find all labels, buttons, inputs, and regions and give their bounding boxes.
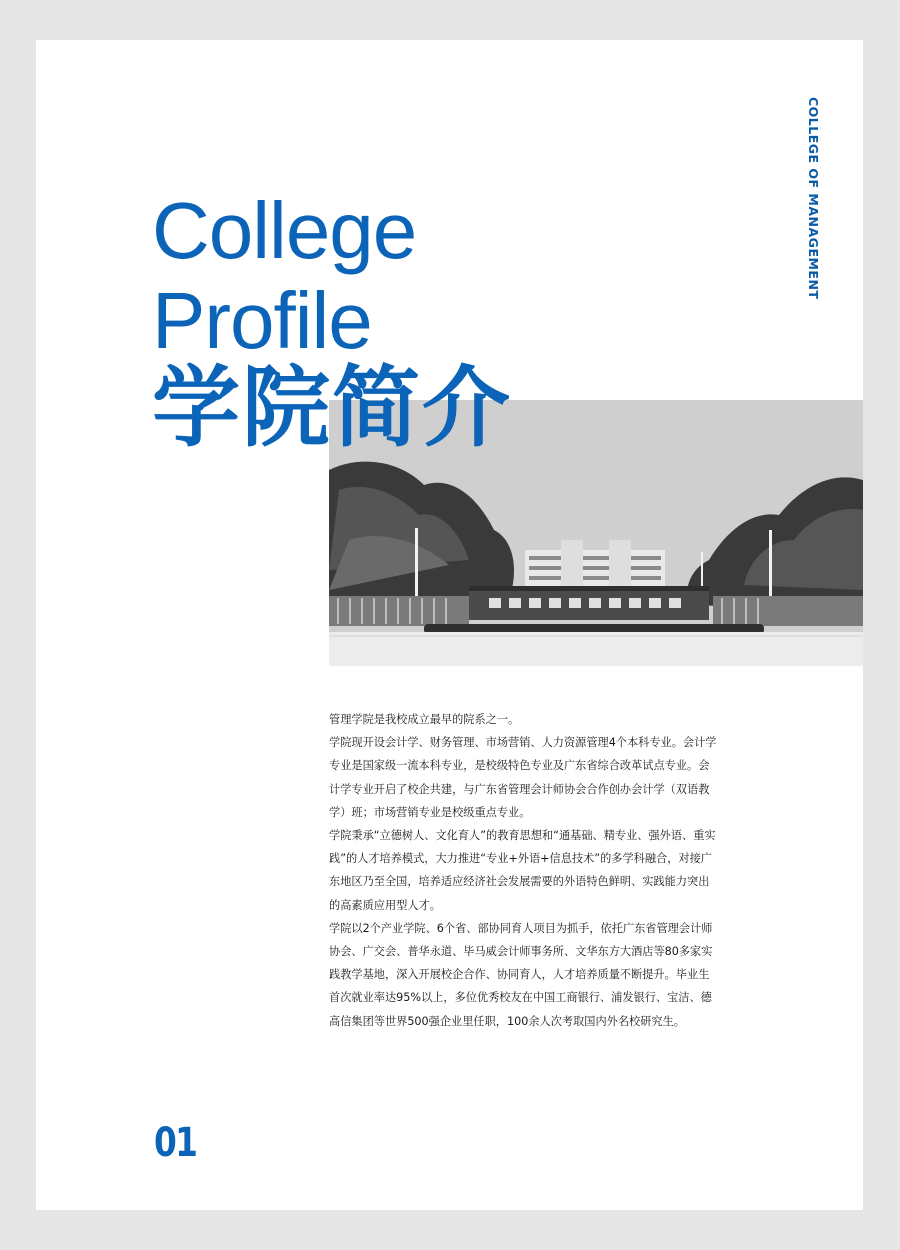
page-sheet xyxy=(36,40,863,1210)
vertical-side-label xyxy=(805,97,821,300)
side-label-text: COLLEGE OF MANAGEMENT xyxy=(806,97,821,300)
description-paragraph-4: 学院以2个产业学院、6个省、部协同育人项目为抓手，依托广东省管理会计师协会、广交会、普华永道、毕马威会计师事务所、文华东方大酒店等80多家实践教学基地，深入开展校企合作、协同育人，人才培养质量不断提升。毕业生首次就业率达95%以上，多位优秀校友在中国工商银行、浦发银行、宝洁、德高信集团等世界500强企业里任职，100余人次考取国内外名校研究生。 xyxy=(329,921,713,1028)
english-title-line-1: College xyxy=(152,186,417,275)
description-paragraph-2: 学院现开设会计学、财务管理、市场营销、人力资源管理4个本科专业。会计学专业是国家级一流本科专业，是校级特色专业及广东省综合改革试点专业。会计学专业开启了校企共建，与广东省管理会计师协会合作创办会计学（双语教学）班；市场营销专业是校级重点专业。 xyxy=(329,736,717,819)
english-title-line-2: Profile xyxy=(152,276,372,365)
chinese-title: 学院简介 xyxy=(152,356,513,459)
page-number: 01 xyxy=(154,1120,197,1166)
description-paragraph-3: 学院秉承“立德树人、文化育人”的教育思想和“通基础、精专业、强外语、重实践”的人才培养模式，大力推进“专业+外语+信息技术”的多学科融合，对接广东地区乃至全国，培养适应经济社会发展需要的外语特色鲜明、实践能力突出的高素质应用型人才。 xyxy=(329,829,716,912)
english-title xyxy=(152,186,416,366)
description-paragraph-1: 管理学院是我校成立最早的院系之一。 xyxy=(329,713,520,726)
college-description xyxy=(329,708,719,1033)
